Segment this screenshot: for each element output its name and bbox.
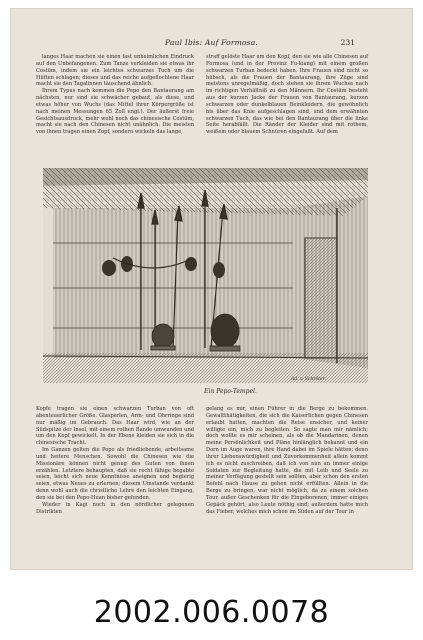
side-wall-and-doorway (293, 196, 368, 368)
caption-text: Ein Pepo-Tempel. (204, 388, 257, 395)
paragraph: Im Ganzen gelten die Pepo als friedliebende, arbeitsame und heitere Menschen. Sowohl die Chinesen wie die Missionäre können nicht genug des Guten von ihnen erzählen. Letztere behaupten, daß sie recht fähige begabte seien, leicht sich neue Kenntnisse aneignen und begierig seien, etwas Neues zu erlernen; diesem Umstande verdankt denn wohl auch die christliche Lehre den leichten Eingang, den sie bei den Pepo-Huan bisher gefunden. (36, 447, 194, 501)
top-left-column (36, 54, 194, 136)
page-number: 231 (340, 38, 355, 47)
bottom-right-column (206, 406, 368, 516)
book-page (10, 8, 413, 570)
paragraph: Ihrem Typus nach kommen die Pepo den Bantaurang am nächsten, nur sind sie schwächer gebaut, als diese, und etwas höher von Wuchs (das Mittel ihrer Körpergröße ist nach meinen Messungen 65 Zoll engl.). Der äußerst freie Gesichtsausdruck, mehr wohl noch das chinesische Costüm, macht sie nach den Chinesen nicht unähnlich. Die meisten von ihnen tragen einen Zopf, sondern wickeln das lange, (36, 88, 194, 136)
accession-number: 2002.006.0078 (93, 595, 330, 630)
paragraph: langes Haar machen sie einen fast unheimlichen Eindruck auf den Unbefangenen. Zum Tanze verkleiden sie etwas ihr Costüm, indem sie ein leichtes schwarzes Tuch um die Hüften schlagen; dieses und das reiche aufgeflochtene Haar macht sie den Tagalinnen täuschend ähnlich. (36, 54, 194, 88)
figure-caption (10, 388, 413, 395)
paragraph: straff gelöste Haar um den Kopf, den sie wie alle Chinesen auf Formosa (und in der Provinz Fu-kiang) mit einem großen schwarzen Turban bedeckt haben. Ihre Frauen sind nicht so hübsch, als die Frauen der Bantaurang, ihre Züge sind meistens unregelmäßig, doch stehen sie ihrem Wuchse nach im richtigen Verhältniß zu den Männern. Ihr Costüm besteht aus der kurzen Jacke der Frauen von Bantaurang, kurzen schwarzen oder dunkelblauen Beinkleidern, die gewöhnlich bis über das Knie aufgeschlagen sind, und dem erwähnten schwarzen Tuch, das wie bei den Bantaurang über die linke Seite herabfällt. Die Ränder der Kleider sind mit rothem, weißem oder blauem Schnüren eingefaßt. Auf dem (206, 54, 368, 136)
paragraph: gelang es mir, einen Führer in die Berge zu bekommen. Gewaltthätigkeiten, die sich die Kaiserlichen gegen Chinesen erlaubt hatten, machten die Reise unsicher, und keiner willigte ein, mich zu begleiten. So sagte man mir nämlich; doch wollte es mir scheinen, als ob die Mandarinen, denen meine Persönlichkeit und Pläne hinlänglich bekannt und ein Dorn im Auge waren, ihre Hand dabei im Spiele hätten; denn ihrer Liebenswürdigkeit und Zuvorkommenheit allein kommt ich es nicht zuschreiben, daß ich von nun an immer einige Soldaten zur Begleitung hatte, die mit Leib und Seele zu meiner Verfügung gestellt sein sollten, aber schon den ersten Befehl nach Hause zu gehen nicht erfüllten. Allein in die Berge zu bringen, war nicht möglich, da zu einem solchen Tour, außer Geschenken für die Eingeborenen, immer einiges Gepäck gehört, also Leute nöthig sind; außerdem hatte mich das Fieber, welches mich schon im Süden auf der Tour in (206, 406, 368, 515)
running-head (10, 38, 413, 50)
plate-signature: Ad. v. Schröter. (291, 377, 326, 382)
paragraph: Wieder in Kagi noch in den nördlicher gelegenen Distrikten (36, 501, 194, 515)
paragraph: Kopfe tragen sie einen schwarzen Turban von oft abenteuerlicher Größe. Glasperlen, Arm- und Ohrringe sind nur mäßig im Gebrauch. Das Haar wird, wie an der Südspitze der Insel, mit einem rothen Bande umwunden und um den Kopf gewickelt. In der Ebene kleiden sie sich in die chinesische Tracht. (36, 406, 194, 447)
bottom-left-column (36, 406, 194, 516)
engraving-pepo-temple (43, 168, 368, 383)
running-head-title: Paul Ibis: Auf Formosa. (165, 38, 258, 47)
top-right-column (206, 54, 368, 136)
